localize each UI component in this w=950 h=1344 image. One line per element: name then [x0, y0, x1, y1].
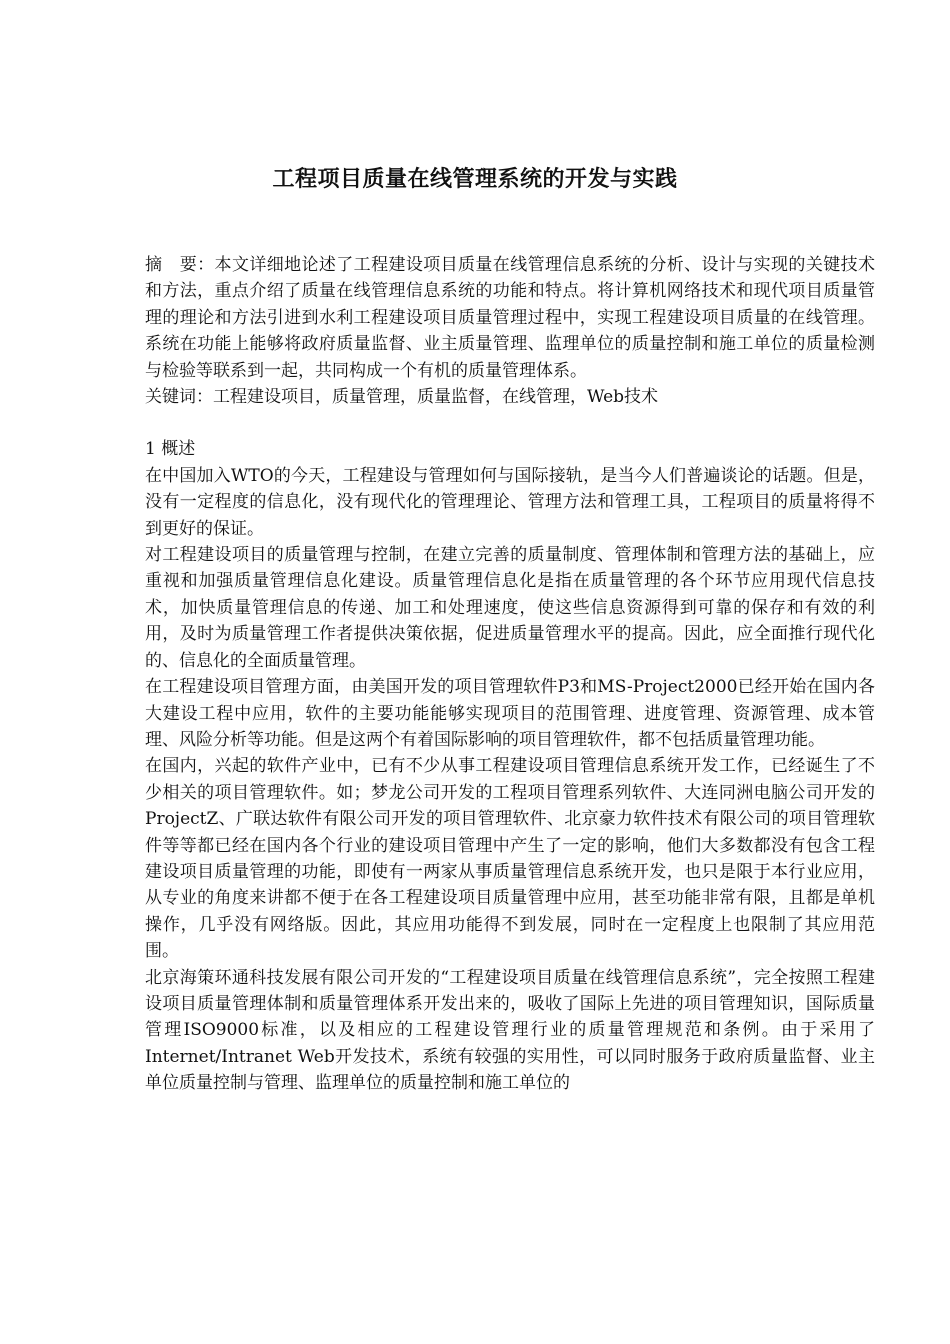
abstract-paragraph: 摘 要：本文详细地论述了工程建设项目质量在线管理信息系统的分析、设计与实现的关键技术和方法，重点介绍了质量在线管理信息系统的功能和特点。将计算机网络技术和现代项目质量管理的理论和方法引进到水利工程建设项目质量管理过程中，实现工程建设项目质量的在线管理。系统在功能上能够将政府质量监督、业主质量管理、监理单位的质量控制和施工单位的质量检测与检验等联系到一起，共同构成一个有机的质量管理体系。	[145, 255, 875, 381]
body-paragraph: 北京海策环通科技发展有限公司开发的“工程建设项目质量在线管理信息系统”，完全按照工程建设项目质量管理体制和质量管理体系开发出来的，吸收了国际上先进的项目管理知识，国际质量管理ISO9000标准，以及相应的工程建设管理行业的质量管理规范和条例。由于采用了Internet/Intranet Web开发技术，系统有较强的实用性，可以同时服务于政府质量监督、业主单位质量控制与管理、监理单位的质量控制和施工单位的	[145, 967, 875, 1094]
body-paragraph: 在工程建设项目管理方面，由美国开发的项目管理软件P3和MS-Project2000已经开始在国内各大建设工程中应用，软件的主要功能能够实现项目的范围管理、进度管理、资源管理、成本管理、风险分析等功能。但是这两个有着国际影响的项目管理软件，都不包括质量管理功能。	[145, 677, 875, 750]
keywords-line: 关键词：工程建设项目，质量管理，质量监督，在线管理，Web技术	[145, 387, 659, 408]
section-spacer	[145, 410, 875, 436]
body-paragraph: 在中国加入WTO的今天，工程建设与管理如何与国际接轨，是当今人们普遍谈论的话题。但是，没有一定程度的信息化，没有现代化的管理理论、管理方法和管理工具，工程项目的质量将得不到更好的保证。	[145, 465, 875, 539]
body-paragraph: 在国内，兴起的软件产业中，已有不少从事工程建设项目管理信息系统开发工作，已经诞生了不少相关的项目管理软件。如；梦龙公司开发的工程项目管理系列软件、大连同洲电脑公司开发的ProjectZ、广联达软件有限公司开发的项目管理软件、北京豪力软件技术有限公司的项目管理软件等等都已经在国内各个行业的建设项目管理中产生了一定的影响，他们大多数都没有包含工程建设项目质量管理的功能，即使有一两家从事质量管理信息系统开发，也只是限于本行业应用，从专业的角度来讲都不便于在各工程建设项目质量管理中应用，甚至功能非常有限，且都是单机操作，几乎没有网络版。因此，其应用功能得不到发展，同时在一定程度上也限制了其应用范围。	[145, 756, 875, 962]
document-body	[145, 252, 875, 1097]
body-paragraph: 对工程建设项目的质量管理与控制，在建立完善的质量制度、管理体制和管理方法的基础上，应重视和加强质量管理信息化建设。质量管理信息化是指在质量管理的各个环节应用现代信息技术，加快质量管理信息的传递、加工和处理速度，使这些信息资源得到可靠的保存和有效的利用，及时为质量管理工作者提供决策依据，促进质量管理水平的提高。因此，应全面推行现代化的、信息化的全面质量管理。	[145, 545, 875, 671]
document-title: 工程项目质量在线管理系统的开发与实践	[272, 166, 678, 192]
section-heading: 1 概述	[145, 439, 196, 460]
